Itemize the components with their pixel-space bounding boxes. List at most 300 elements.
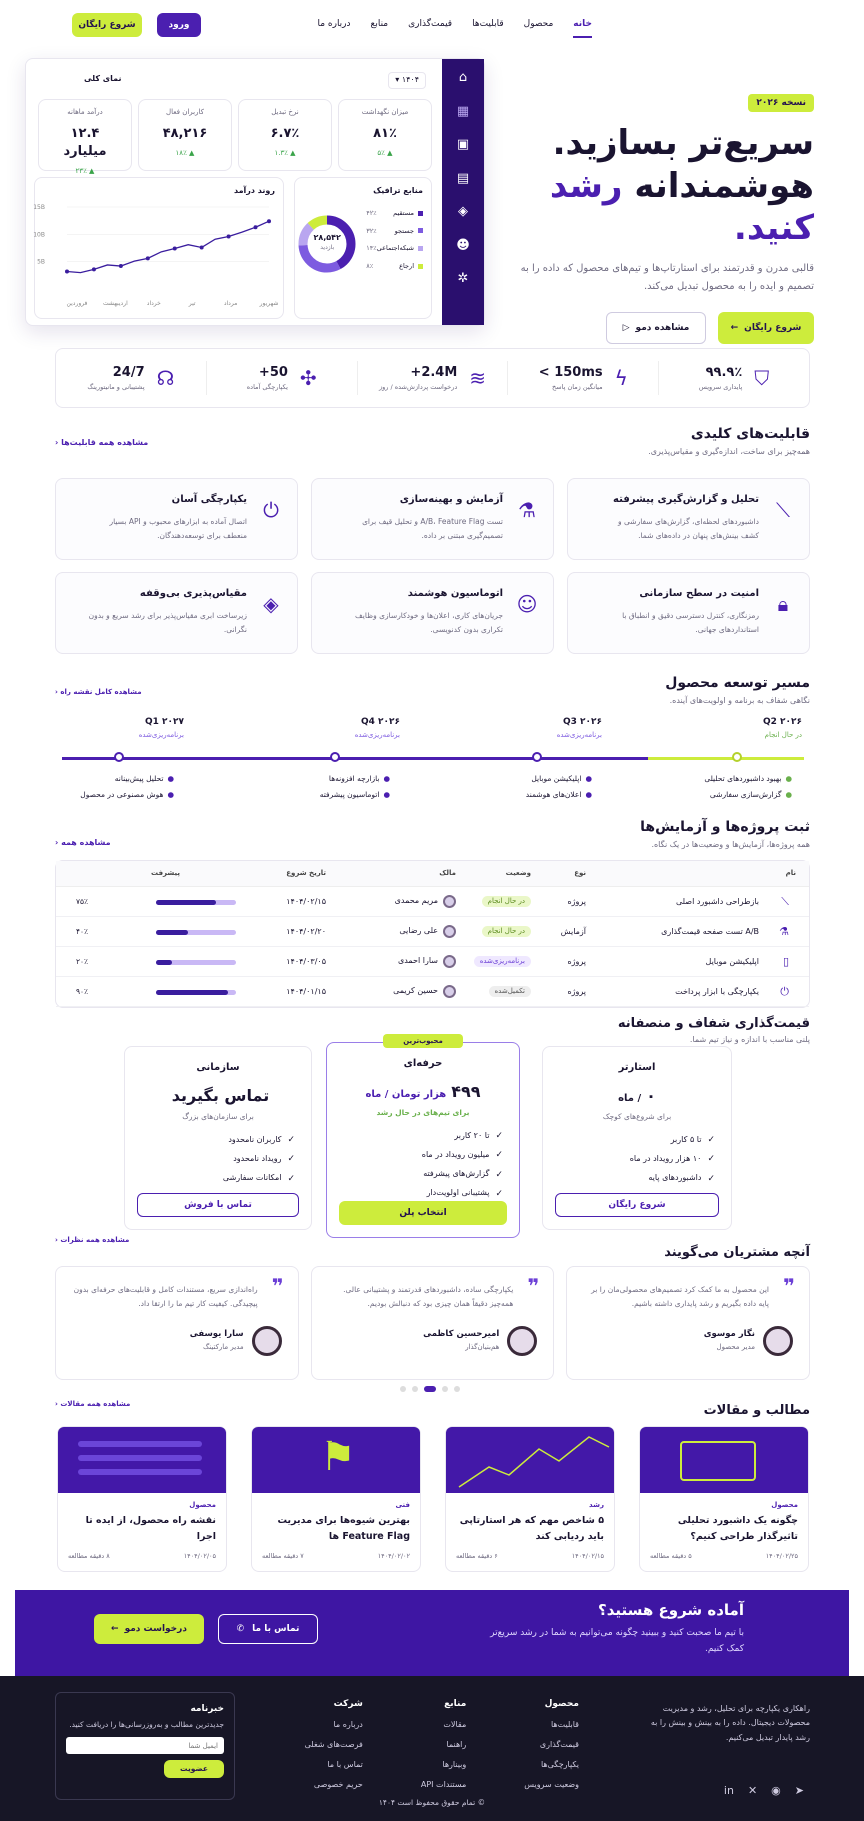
quarter-status: برنامه‌ریزی‌شده <box>354 731 400 740</box>
feature-desc: زیرساخت ابری مقیاس‌پذیر برای رشد سریع و بدون نگرانی. <box>88 610 247 634</box>
footer-link[interactable]: قابلیت‌ها <box>550 1720 579 1730</box>
footer-link[interactable]: حریم خصوصی <box>313 1779 363 1789</box>
carousel-dot[interactable] <box>400 1386 406 1392</box>
timeline-illustration <box>78 1469 202 1475</box>
hero-demo-button[interactable] <box>606 312 706 344</box>
plan-button[interactable]: شروع رایگان <box>555 1193 719 1217</box>
features-link[interactable]: مشاهده همه قابلیت‌ها ‹ <box>55 438 149 447</box>
arrow-left-icon: ← <box>111 1623 119 1634</box>
post-date: ۱۴۰۴/۰۲/۱۵ <box>571 1551 604 1560</box>
progress-bar <box>156 990 236 995</box>
headset-icon: ☊ <box>156 365 175 390</box>
footer-column-title: شرکت <box>333 1699 363 1709</box>
hero-title-line2 <box>514 165 814 250</box>
roadmap-quarters <box>62 716 804 806</box>
column-header: پیشرفت <box>151 869 180 877</box>
feature-desc: اتصال آماده به ابزارهای محبوب و API بسیار منعطف برای توسعه‌دهندگان. <box>109 516 247 540</box>
newsletter-desc: جدیدترین مطالب و به‌روزرسانی‌ها را دریافت کنید. <box>69 1720 224 1730</box>
top-nav <box>0 0 864 48</box>
plan-desc: برای سازمان‌های بزرگ <box>182 1112 254 1122</box>
feature-card[interactable] <box>311 478 554 560</box>
testimonial-quote: یکپارچگی ساده، داشبوردهای قدرتمند و پشتیبانی عالی. همه‌چیز دقیقاً همان چیزی بود که دنبالش بودیم. <box>343 1285 514 1309</box>
project-type: پروژه <box>567 957 586 966</box>
newsletter-submit-button[interactable]: عضویت <box>164 1760 224 1778</box>
price-unit: هزار تومان / ماه <box>365 1088 447 1100</box>
blog-image <box>446 1427 614 1493</box>
roadmap-node <box>330 752 340 762</box>
kpi-value: ۱۲.۴ میلیارد <box>63 126 107 159</box>
cta-contact-button[interactable] <box>218 1614 318 1644</box>
plan-price <box>141 1085 295 1107</box>
footer-column-title: منابع <box>444 1699 467 1709</box>
roadmap-item <box>250 790 390 800</box>
cta-description: با تیم ما صحبت کنید و ببینید چگونه می‌توانیم به شما در رشد سریع‌تر کمک کنیم. <box>490 1628 744 1654</box>
footer-columns <box>305 1698 579 1799</box>
nav-home[interactable]: خانه <box>573 18 592 38</box>
roadmap-header <box>665 674 810 707</box>
progress-value: ۹۰٪ <box>76 987 89 996</box>
feature-card[interactable] <box>567 478 810 560</box>
blog-card[interactable] <box>639 1426 809 1572</box>
kpi-value: ۸۱٪ <box>373 126 397 142</box>
bullet-icon: ● <box>167 774 174 783</box>
stat-item <box>658 361 809 395</box>
owner-name: علی رضایی <box>399 926 438 936</box>
shield-icon: ⛉ <box>754 365 770 390</box>
project-owner <box>356 985 456 998</box>
home-icon[interactable]: ⌂ <box>458 70 468 85</box>
stat-value: ۹۹.۹٪ <box>705 364 743 380</box>
flask-icon: ⚗ <box>779 925 789 938</box>
roadmap-item-text: اپلیکیشن موبایل <box>531 774 582 783</box>
github-icon[interactable]: ◉ <box>771 1784 781 1797</box>
traffic-legend-item <box>366 262 423 271</box>
footer-link[interactable]: مستندات API <box>420 1779 467 1789</box>
kpi-label: کاربران فعال <box>166 108 204 116</box>
stat-text <box>247 364 288 392</box>
progress-bar <box>156 960 236 965</box>
roadmap-item-text: گزارش‌سازی سفارشی <box>709 790 782 800</box>
post-title[interactable]: بهترین شیوه‌ها برای مدیریت Feature Flag ها <box>277 1515 410 1542</box>
bullet-icon: ● <box>585 790 592 800</box>
layers-icon: ◈ <box>263 592 279 616</box>
progress-value: ۲۰٪ <box>76 957 89 966</box>
column-header: نوع <box>574 869 586 877</box>
project-name: بازطراحی داشبورد اصلی <box>675 897 759 906</box>
roadmap-quarter <box>722 716 802 741</box>
year-select[interactable]: ۱۴۰۴ ▾ <box>388 72 426 89</box>
revenue-line-chart <box>33 197 279 309</box>
users-icon[interactable]: ☻ <box>456 237 470 253</box>
footer-link[interactable]: وبینارها <box>442 1759 467 1769</box>
projects-link[interactable]: مشاهده همه ‹ <box>55 838 111 847</box>
roadmap-subtitle: نگاهی شفاف به برنامه و اولویت‌های آینده. <box>669 695 810 705</box>
plan-name: حرفه‌ای <box>403 1058 443 1069</box>
newsletter-title: خبرنامه <box>190 1704 224 1714</box>
project-name: اپلیکیشن موبایل <box>705 957 759 966</box>
footer-link[interactable]: درباره ما <box>333 1720 363 1730</box>
roadmap-item-text: هوش مصنوعی در محصول <box>80 790 164 800</box>
roadmap-link[interactable]: مشاهده کامل نقشه راه ‹ <box>55 688 142 696</box>
hero-title <box>514 122 814 250</box>
kpi-delta: ▲ ۲۳٪ <box>75 166 95 175</box>
quarter-label: Q2 ۲۰۲۶ <box>762 717 802 727</box>
project-owner <box>356 925 456 938</box>
roadmap-quarter <box>522 716 602 741</box>
y-tick-label: 10B <box>33 231 45 239</box>
progress-bar <box>156 900 236 905</box>
flask-icon: ⚗ <box>518 498 536 522</box>
author-role: مدیر مارکتینگ <box>202 1342 244 1351</box>
hero-title-part: هوشمندانه <box>622 165 814 206</box>
blog-grid <box>57 1426 809 1572</box>
projects-link-label: مشاهده همه <box>61 838 111 847</box>
blog-card[interactable] <box>57 1426 227 1572</box>
testimonial-card <box>311 1266 555 1380</box>
feature-desc: رمزنگاری، کنترل دسترسی دقیق و انطباق با استانداردهای جهانی. <box>622 610 759 634</box>
footer-column <box>421 1698 466 1799</box>
feature-card[interactable] <box>55 572 298 654</box>
column-header: مالک <box>439 869 456 877</box>
post-date: ۱۴۰۴/۰۲/۰۲ <box>377 1551 410 1560</box>
newsletter <box>55 1692 235 1800</box>
newsletter-email-input[interactable] <box>66 1737 224 1754</box>
owner-name: حسین کریمی <box>393 986 438 996</box>
plan-feature: ✓ پشتیبانی اولویت‌دار <box>343 1188 503 1200</box>
table-row[interactable] <box>56 947 809 977</box>
project-type: پروژه <box>567 897 586 906</box>
avatar <box>443 955 456 968</box>
project-type: پروژه <box>567 987 586 996</box>
column-header: تاریخ شروع <box>286 869 326 877</box>
roadmap-item <box>34 774 174 784</box>
hero-start-button[interactable] <box>718 312 814 344</box>
status-badge: تکمیل‌شده <box>489 986 531 997</box>
year-value: ۱۴۰۴ <box>401 75 419 84</box>
project-status <box>461 925 531 937</box>
flag-icon: ⚑ <box>320 1434 356 1480</box>
donut-chart <box>296 213 358 275</box>
roadmap-item-text: بازارچه افزونه‌ها <box>328 774 380 783</box>
avatar <box>763 1326 793 1356</box>
kpi-row <box>38 99 432 175</box>
bullet-icon: ● <box>167 790 174 800</box>
hero-title-line1: سریع‌تر بسازید. <box>552 123 814 164</box>
footer-link[interactable]: فرصت‌های شغلی <box>304 1739 363 1749</box>
revenue-point <box>254 225 258 229</box>
post-readtime: ۶ دقیقه مطالعه <box>456 1551 498 1560</box>
kpi-delta: ▲ ۵٪ <box>377 148 393 157</box>
testimonials-row <box>55 1266 810 1380</box>
feature-desc: جریان‌های کاری، اعلان‌ها و خودکارسازی وظایف تکراری بدون کدنویسی. <box>355 610 503 634</box>
footer-link[interactable]: یکپارچگی‌ها <box>540 1759 579 1769</box>
footer-link[interactable]: مقالات <box>443 1720 467 1730</box>
plan-desc: برای شروع‌های کوچک <box>602 1112 672 1122</box>
roadmap-item <box>652 790 792 800</box>
legend-swatch <box>418 246 423 251</box>
carousel-dot[interactable] <box>442 1386 448 1392</box>
progress-cell <box>76 987 236 997</box>
nav-pricing[interactable]: قیمت‌گذاری <box>408 19 453 29</box>
settings-icon[interactable]: ✲ <box>457 271 469 287</box>
roadmap-item <box>250 774 390 784</box>
puzzle-icon: ✣ <box>299 365 317 390</box>
revenue-point <box>119 264 123 268</box>
progress-value: ۷۵٪ <box>76 897 89 906</box>
social-icons <box>724 1784 804 1799</box>
quarter-items <box>652 774 792 806</box>
roadmap-node <box>732 752 742 762</box>
blog-image <box>252 1427 420 1493</box>
column-header: وضعیت <box>505 869 531 877</box>
donut-center-label: بازدید <box>320 244 335 252</box>
price-amount: ۴۹۹ <box>451 1081 481 1101</box>
price-unit: / ماه <box>618 1092 642 1104</box>
hero <box>514 94 814 344</box>
feature-desc: تست A/B، Feature Flag و تحلیل قیف برای تصمیم‌گیری مبتنی بر داده. <box>362 516 503 540</box>
nav-menu <box>317 18 592 38</box>
post-date: ۱۴۰۴/۰۲/۲۵ <box>765 1551 798 1560</box>
author-name: سارا یوسفی <box>189 1329 244 1340</box>
revenue-point <box>65 269 69 273</box>
legend-label <box>395 227 423 236</box>
plan-button[interactable]: انتخاب پلن <box>339 1201 507 1225</box>
bullet-icon: ● <box>785 790 792 800</box>
author-role: هم‌بنیان‌گذار <box>465 1342 500 1351</box>
blog-card[interactable] <box>445 1426 615 1572</box>
telegram-icon[interactable]: ➤ <box>794 1784 804 1797</box>
status-badge: برنامه‌ریزی‌شده <box>474 956 531 967</box>
kpi-card <box>38 99 132 175</box>
twitter-icon[interactable]: ✕ <box>747 1784 758 1797</box>
plan-feature: ✓ کاربران نامحدود <box>141 1134 295 1146</box>
progress-fill <box>156 930 188 935</box>
stat-label: میانگین زمان پاسخ <box>551 383 603 392</box>
quarter-status: در حال انجام <box>764 731 802 740</box>
pricing-card <box>326 1037 520 1238</box>
carousel-dot[interactable] <box>454 1386 460 1392</box>
progress-bar <box>156 930 236 935</box>
quarter-items <box>250 774 390 806</box>
traffic-title: منابع ترافیک <box>373 186 423 195</box>
footer-link[interactable]: تماس با ما <box>327 1759 363 1769</box>
footer-column-title: محصول <box>544 1699 579 1709</box>
quarter-status: برنامه‌ریزی‌شده <box>556 731 602 740</box>
hero-start-label: شروع رایگان <box>744 322 802 333</box>
avatar <box>443 925 456 938</box>
plan-desc: برای تیم‌های در حال رشد <box>376 1108 470 1118</box>
plan-button[interactable]: تماس با فروش <box>137 1193 299 1217</box>
feature-card[interactable] <box>567 572 810 654</box>
post-title[interactable]: نقشه راه محصول، از ایده تا اجرا <box>85 1515 216 1542</box>
nav-resources[interactable]: منابع <box>370 19 389 29</box>
feature-card[interactable] <box>55 478 298 560</box>
legend-label <box>399 262 423 271</box>
progress-fill <box>156 990 228 995</box>
plan-price <box>559 1085 715 1107</box>
kpi-value: ۴۸,۲۱۶ <box>162 126 208 142</box>
post-title[interactable]: چگونه یک داشبورد تحلیلی تاثیرگذار طراحی کنیم؟ <box>677 1515 798 1542</box>
growth-chart-illustration <box>449 1427 614 1493</box>
layers-icon[interactable]: ◈ <box>458 204 468 220</box>
login-button[interactable]: ورود <box>157 13 201 37</box>
price-amount: تماس بگیرید <box>171 1085 270 1105</box>
dashboard-illustration <box>680 1441 756 1481</box>
nav-start-button[interactable]: شروع رایگان <box>72 13 142 37</box>
stat-label: یکپارچگی آماده <box>246 383 288 392</box>
quarter-items <box>452 774 592 806</box>
stat-item <box>357 361 508 395</box>
plan-feature: ✓ رویداد نامحدود <box>141 1153 295 1165</box>
kpi-delta: ▲ ۱۸٪ <box>175 148 195 157</box>
stat-item <box>56 361 206 395</box>
traffic-legend <box>366 209 423 280</box>
popular-badge: محبوب‌ترین <box>383 1034 463 1048</box>
project-date: ۱۴۰۴/۰۱/۱۵ <box>286 987 326 996</box>
pricing-subtitle: پلنی مناسب با اندازه و نیاز تیم شما. <box>689 1034 810 1044</box>
feature-title: اتوماسیون هوشمند <box>407 588 503 599</box>
post-readtime: ۸ دقیقه مطالعه <box>68 1551 110 1560</box>
footer-column <box>305 1698 363 1799</box>
footer-link[interactable]: وضعیت سرویس <box>524 1779 579 1789</box>
footer-link[interactable]: قیمت‌گذاری <box>539 1739 579 1749</box>
carousel-dots <box>400 1386 460 1392</box>
project-owner <box>356 955 456 968</box>
quote-icon: ❞ <box>783 1274 795 1298</box>
quarter-items <box>34 774 174 806</box>
plan-feature: ✓ امکانات سفارشی <box>141 1173 295 1185</box>
y-tick-label: 15B <box>33 203 45 211</box>
author-role: مدیر محصول <box>716 1342 755 1351</box>
x-tick-label: مرداد <box>223 299 238 307</box>
testimonials-link[interactable]: مشاهده همه نظرات ‹ <box>55 1236 130 1244</box>
cta-banner <box>15 1590 849 1676</box>
roadmap-item <box>452 774 592 784</box>
dashboard-title: نمای کلی <box>84 74 122 83</box>
testimonial-author <box>583 1326 793 1356</box>
feature-title: امنیت در سطح سازمانی <box>639 588 759 599</box>
carousel-dot[interactable] <box>412 1386 418 1392</box>
grid-icon[interactable]: ▦ <box>456 103 470 119</box>
roadmap-quarter <box>320 716 400 741</box>
y-tick-label: 5B <box>37 258 45 266</box>
testimonial-author <box>72 1326 282 1356</box>
legend-pct: ۸٪ <box>366 262 374 271</box>
roadmap-link-label: مشاهده کامل نقشه راه <box>60 688 142 696</box>
revenue-point <box>146 256 150 260</box>
table-row[interactable] <box>56 917 809 947</box>
progress-value: ۴۰٪ <box>76 927 89 936</box>
dashboard-sidebar <box>442 59 484 325</box>
nav-features[interactable]: قابلیت‌ها <box>472 19 504 29</box>
revenue-point <box>200 245 204 249</box>
hero-description: قالبی مدرن و قدرتمند برای استارتاپ‌ها و تیم‌های محصول که داده را به تصمیم و ایده را به محصول تبدیل می‌کند. <box>520 262 814 292</box>
bolt-icon: ϟ <box>614 365 628 390</box>
table-row[interactable] <box>56 977 809 1007</box>
legend-pct: ۴۲٪ <box>366 208 377 217</box>
blog-card[interactable] <box>251 1426 421 1572</box>
features-link-label: مشاهده همه قابلیت‌ها <box>61 438 149 447</box>
chart-icon[interactable]: ▤ <box>456 170 470 186</box>
author-name: امیرحسین کاظمی <box>423 1329 500 1340</box>
stat-text <box>699 364 742 392</box>
revenue-point <box>267 219 271 223</box>
linkedin-icon[interactable]: in <box>723 1784 734 1797</box>
pricing-title: قیمت‌گذاری شفاف و منصفانه <box>617 1016 810 1031</box>
progress-fill <box>156 900 216 905</box>
stat-label: پشتیبانی و مانیتورینگ <box>87 383 145 392</box>
blog-link[interactable]: مشاهده همه مقالات ‹ <box>55 1400 131 1408</box>
footer-link[interactable]: راهنما <box>446 1739 467 1749</box>
feature-desc: داشبوردهای لحظه‌ای، گزارش‌های سفارشی و کشف بینش‌های پنهان در داده‌های شما. <box>618 516 759 540</box>
feature-card[interactable] <box>311 572 554 654</box>
footer <box>0 1676 864 1821</box>
bullet-icon: ● <box>383 774 390 783</box>
kpi-delta: ▲ ۱.۳٪ <box>274 148 296 157</box>
project-owner <box>356 895 456 908</box>
chart-icon: ⟋ <box>781 895 789 908</box>
hero-title-highlight: رشد کنید. <box>549 165 814 249</box>
cta-contact-label: تماس با ما <box>252 1623 300 1634</box>
project-name: یکپارچگی با ابزار پرداخت <box>675 987 759 996</box>
legend-text: شبکه‌اجتماعی <box>376 244 414 253</box>
projects-subtitle: همه پروژه‌ها، آزمایش‌ها و وضعیت‌ها در یک نگاه. <box>651 839 810 849</box>
timeline-illustration <box>78 1455 202 1461</box>
plan-feature: ✓ ۱۰ هزار رویداد در ماه <box>559 1153 715 1165</box>
owner-name: سارا احمدی <box>397 956 438 966</box>
testimonial-quote: این محصول به ما کمک کرد تصمیم‌های محصولی‌مان را بر پایه داده بگیریم و رشد پایداری داشته باشیم. <box>591 1285 769 1309</box>
hero-demo-label: مشاهده دمو <box>635 322 690 333</box>
projects-header <box>640 818 810 851</box>
roadmap-item-text: تحلیل پیش‌بینانه <box>114 774 164 783</box>
roadmap-item-text: اتوماسیون پیشرفته <box>319 790 380 800</box>
avatar <box>252 1326 282 1356</box>
board-icon[interactable]: ▣ <box>456 137 470 153</box>
nav-product[interactable]: محصول <box>523 19 554 29</box>
arrow-left-icon: ← <box>730 322 739 333</box>
kpi-card <box>338 99 432 171</box>
legend-label <box>393 209 423 218</box>
post-category: فنی <box>395 1501 410 1509</box>
mobile-icon: ▯ <box>782 955 789 968</box>
carousel-dot-active[interactable] <box>424 1386 436 1392</box>
cta-title: آماده شروع هستید؟ <box>598 1601 744 1619</box>
cta-demo-button[interactable] <box>94 1614 204 1644</box>
plan-feature: ✓ میلیون رویداد در ماه <box>343 1149 503 1161</box>
stat-value: < 150ms <box>538 364 603 380</box>
table-row[interactable] <box>56 887 809 917</box>
pricing-cards <box>124 1037 740 1242</box>
post-title[interactable]: ۵ شاخص مهم که هر استارتاپی باید ردیابی کند <box>459 1515 604 1542</box>
plan-name: سازمانی <box>196 1062 240 1073</box>
copyright: © تمام حقوق محفوظ است ۱۴۰۴ <box>378 1798 486 1807</box>
x-tick-label: خرداد <box>146 299 161 307</box>
bullet-icon: ● <box>383 790 390 800</box>
price-amount: ۰ <box>646 1085 656 1105</box>
stat-text <box>379 364 457 392</box>
kpi-label: میزان نگهداشت <box>361 108 409 116</box>
post-category: محصول <box>771 1501 798 1509</box>
stat-value: 24/7 <box>112 364 145 380</box>
bullet-icon: ● <box>585 774 592 783</box>
nav-about[interactable]: درباره ما <box>317 19 351 29</box>
roadmap-title: مسیر توسعه محصول <box>665 675 810 691</box>
projects-table <box>55 860 810 1008</box>
owner-name: مریم محمدی <box>394 896 438 906</box>
revenue-title: روند درآمد <box>233 186 275 195</box>
pricing-card <box>542 1046 732 1230</box>
revenue-point <box>227 234 231 238</box>
